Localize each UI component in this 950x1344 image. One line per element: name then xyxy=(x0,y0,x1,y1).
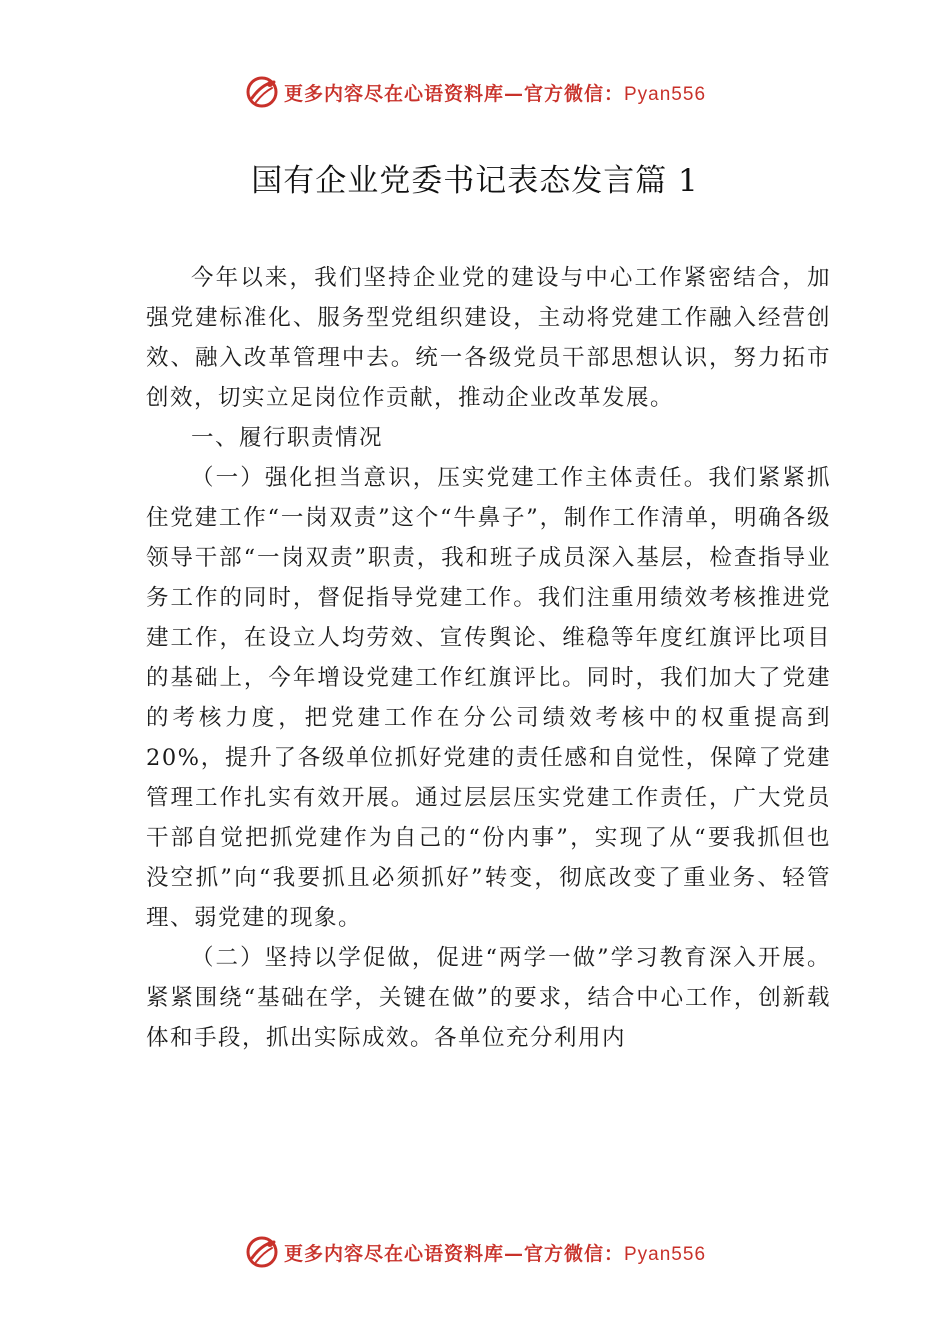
footer-banner xyxy=(0,1232,950,1272)
header-wechat-id: Pyan556 xyxy=(624,83,707,105)
paragraph-intro: 今年以来，我们坚持企业党的建设与中心工作紧密结合，加强党建标准化、服务型党组织建设，主动将党建工作融入经营创效、融入改革管理中去。统一各级党员干部思想认识，努力拓市创效，切实立足岗位作贡献，推动企业改革发展。 xyxy=(146,265,831,411)
library-logo-icon xyxy=(244,1234,280,1270)
paragraph-section-2: （二）坚持以学促做，促进“两学一做”学习教育深入开展。紧紧围绕“基础在学，关键在做”的要求，结合中心工作，创新载体和手段，抓出实际成效。各单位充分利用内 xyxy=(146,945,831,1051)
document-body xyxy=(146,258,831,1058)
document-title: 国有企业党委书记表态发言篇 1 xyxy=(251,163,699,199)
library-logo-icon xyxy=(244,74,280,110)
header-banner-text: 更多内容尽在心语资料库—官方微信：Pyan556 xyxy=(283,82,707,105)
section-heading: 一、履行职责情况 xyxy=(191,425,384,451)
footer-banner-text: 更多内容尽在心语资料库—官方微信：Pyan556 xyxy=(283,1242,707,1265)
header-banner xyxy=(0,72,950,112)
footer-wechat-id: Pyan556 xyxy=(624,1243,707,1265)
paragraph-section-1: （一）强化担当意识，压实党建工作主体责任。我们紧紧抓住党建工作“一岗双责”这个“牛鼻子”，制作工作清单，明确各级领导干部“一岗双责”职责，我和班子成员深入基层，检查指导业务工作的同时，督促指导党建工作。我们注重用绩效考核推进党建工作，在设立人均劳效、宣传舆论、维稳等年度红旗评比项目的基础上，今年增设党建工作红旗评比。同时，我们加大了党建的考核力度，把党建工作在分公司绩效考核中的权重提高到 20%，提升了各级单位抓好党建的责任感和自觉性，保障了党建管理工作扎实有效开展。通过层层压实党建工作责任，广大党员干部自觉把抓党建作为自己的“份内事”，实现了从“要我抓但也没空抓”向“我要抓且必须抓好”转变，彻底改变了重业务、轻管理、弱党建的现象。 xyxy=(146,465,831,931)
